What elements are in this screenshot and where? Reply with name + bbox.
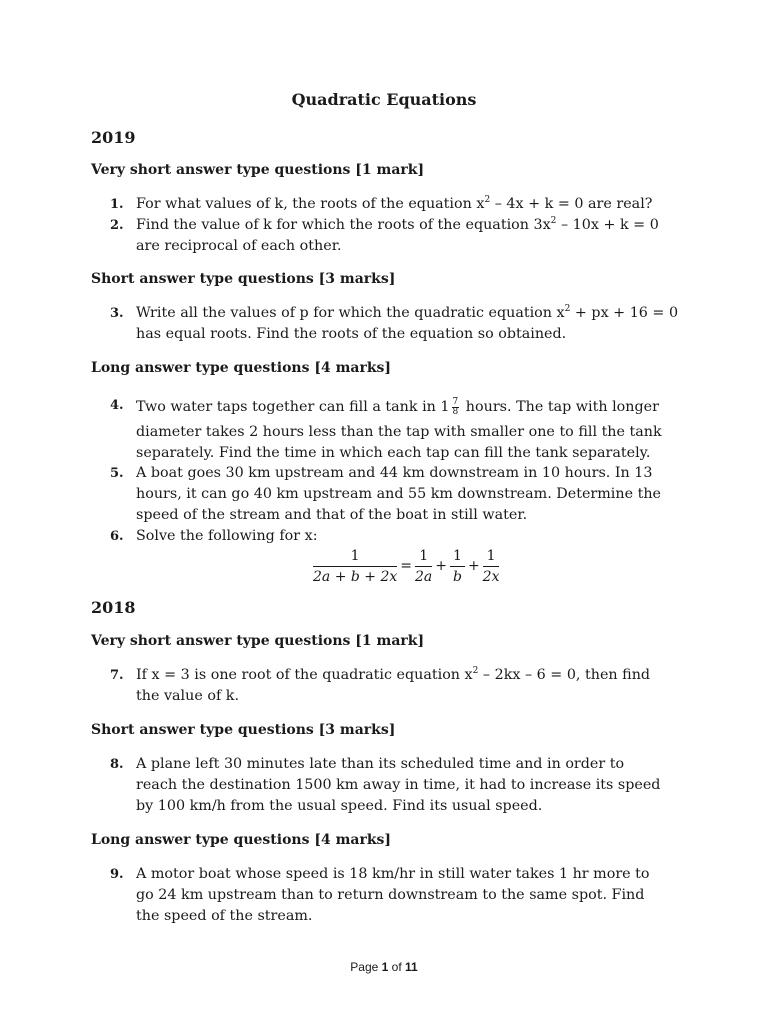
exponent: 2 — [472, 666, 479, 676]
question-text: Two water taps together can fill a tank in 1 — [136, 399, 450, 415]
footer-label: of — [391, 960, 402, 974]
exponent: 2 — [564, 304, 571, 314]
question-number: 3. — [110, 306, 124, 321]
question-text: hours, it can go 40 km upstream and 55 km downstream. Determine the — [136, 486, 661, 502]
equals-sign: = — [400, 558, 413, 574]
section-short-2019: Short answer type questions [3 marks] — [91, 271, 396, 287]
question-number: 1. — [110, 197, 124, 212]
question-text: Write all the values of p for which the quadratic equation x — [136, 305, 565, 321]
fraction-term-2: $\frac{1}{b}$ — [450, 548, 465, 585]
question-text: the value of k. — [136, 688, 239, 704]
question-text: A motor boat whose speed is 18 km/hr in still water takes 1 hr more to — [136, 866, 650, 882]
question-text: Solve the following for x: — [136, 528, 318, 544]
question-text: are reciprocal of each other. — [136, 238, 342, 254]
current-page-number: 1 — [381, 960, 389, 974]
section-very-short-2018: Very short answer type questions [1 mark] — [91, 633, 425, 649]
question-number: 6. — [110, 529, 124, 544]
question-text: by 100 km/h from the usual speed. Find its usual speed. — [136, 798, 543, 814]
question-text: diameter takes 2 hours less than the tap with smaller one to fill the tank — [136, 424, 662, 440]
question-text: go 24 km upstream than to return downstream to the same spot. Find — [136, 887, 645, 903]
fraction-term-1: $\frac{1}{2a}$ — [415, 547, 433, 585]
question-text: speed of the stream and that of the boat in still water. — [136, 507, 528, 523]
plus-sign: + — [467, 558, 480, 574]
fraction-lhs: $\frac{1}{2a + b + 2x}$ — [313, 547, 398, 585]
question-text: the speed of the stream. — [136, 908, 313, 924]
mixed-fraction: $\frac{7}{8}$ — [452, 396, 459, 417]
question-text: hours. The tap with longer — [461, 399, 659, 415]
question-text: reach the destination 1500 km away in time, it had to increase its speed — [136, 777, 661, 793]
question-text: – 10x + k = 0 — [556, 217, 659, 233]
question-text: For what values of k, the roots of the equation x — [136, 196, 485, 212]
section-very-short-2019: Very short answer type questions [1 mark] — [91, 162, 425, 178]
footer-label: Page — [350, 960, 379, 974]
section-long-2019: Long answer type questions [4 marks] — [91, 360, 392, 376]
year-heading-2019: 2019 — [91, 128, 136, 147]
question-text: If x = 3 is one root of the quadratic equation x — [136, 667, 473, 683]
question-text: – 4x + k = 0 are real? — [490, 196, 653, 212]
exponent: 2 — [484, 195, 491, 205]
question-number: 7. — [110, 668, 124, 683]
page-footer — [0, 960, 768, 974]
total-page-count: 11 — [405, 960, 418, 974]
equation — [312, 544, 500, 588]
question-number: 9. — [110, 867, 124, 882]
question-text: + px + 16 = 0 — [570, 305, 679, 321]
question-number: 8. — [110, 757, 124, 772]
section-short-2018: Short answer type questions [3 marks] — [91, 722, 396, 738]
question-text: has equal roots. Find the roots of the equation so obtained. — [136, 326, 567, 342]
question-text: A plane left 30 minutes late than its scheduled time and in order to — [136, 756, 625, 772]
question-text: separately. Find the time in which each tap can fill the tank separately. — [136, 445, 651, 461]
exponent: 2 — [550, 216, 557, 226]
question-text: Find the value of k for which the roots of the equation 3x — [136, 217, 551, 233]
section-long-2018: Long answer type questions [4 marks] — [91, 832, 392, 848]
question-text: – 2kx – 6 = 0, then find — [478, 667, 651, 683]
fraction-term-3: $\frac{1}{2x}$ — [482, 547, 500, 585]
question-text: A boat goes 30 km upstream and 44 km downstream in 10 hours. In 13 — [136, 465, 653, 481]
plus-sign: + — [435, 558, 448, 574]
page-title: Quadratic Equations — [291, 90, 477, 109]
year-heading-2018: 2018 — [91, 598, 136, 617]
question-number: 2. — [110, 218, 124, 233]
question-number: 5. — [110, 466, 124, 481]
question-number: 4. — [110, 398, 124, 413]
